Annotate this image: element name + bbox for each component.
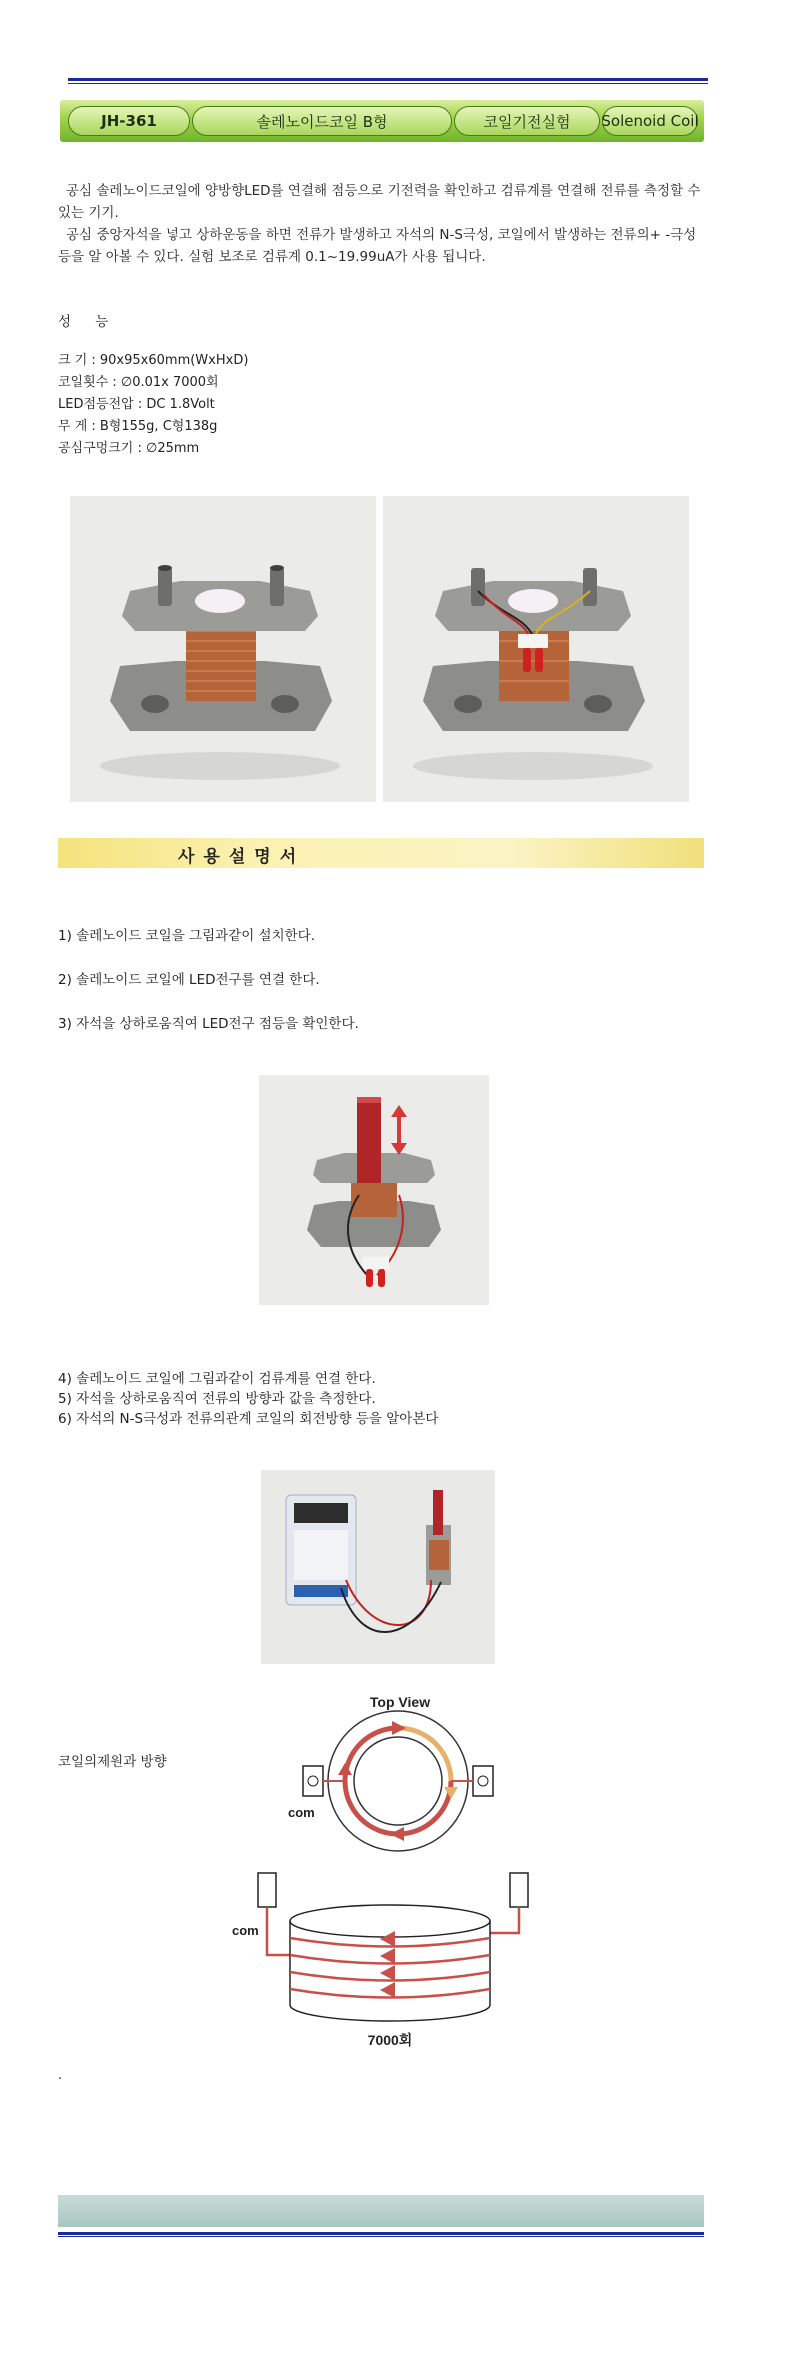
footer-double-rule xyxy=(58,2232,704,2237)
step-3: 3) 자석을 상하로움직여 LED전구 점등을 확인한다. xyxy=(58,1016,359,1032)
step-2: 2) 솔레노이드 코일에 LED전구를 연결 한다. xyxy=(58,972,320,988)
top-view-label: Top View xyxy=(369,1694,431,1710)
turns-label: 7000회 xyxy=(367,2032,413,2048)
side-view-coil xyxy=(258,1873,528,2021)
spec-led-voltage: LED점등전압 : DC 1.8Volt xyxy=(58,397,215,412)
intro-text xyxy=(58,180,708,268)
step-5: 5) 자석을 상하로움직여 전류의 방향과 값을 측정한다. xyxy=(58,1391,376,1407)
manual-title: 사용설명서 xyxy=(178,847,306,867)
galvanometer-setup-photo xyxy=(261,1470,495,1664)
coil-photo xyxy=(70,496,376,802)
intro-line-2: 공심 중앙자석을 넣고 상하운동을 하면 전류가 발생하고 자석의 N-S극성, 코일에서 발생하는 전류의+ -극성 등을 알 아볼 수 있다. 실험 보조로 검류계 0.1~19.99uA가 사용 됩니다. xyxy=(58,227,697,265)
title-banner xyxy=(60,100,704,142)
experiment-category: 코일기전실험 xyxy=(454,106,600,136)
model-number: JH-361 xyxy=(68,106,190,136)
coil-with-led-photo xyxy=(383,496,689,802)
footer-band xyxy=(58,2195,704,2227)
top-double-rule xyxy=(68,78,708,84)
coil-spec-label: 코일의제원과 방향 xyxy=(58,1754,167,1770)
spec-size: 크 기 : 90x95x60mm(WxHxD) xyxy=(58,353,249,368)
product-name: 솔레노이드코일 B형 xyxy=(192,106,452,136)
trailing-dot: . xyxy=(58,2068,63,2083)
english-name: Solenoid Coil xyxy=(602,106,698,136)
intro-line-1: 공심 솔레노이드코일에 양방향LED를 연결해 점등으로 기전력을 확인하고 검류계를 연결해 전류를 측정할 수 있는 기기. xyxy=(58,183,701,221)
step-4: 4) 솔레노이드 코일에 그림과같이 검류계를 연결 한다. xyxy=(58,1371,376,1387)
spec-heading: 성 능 xyxy=(58,314,119,330)
top-view-ring xyxy=(303,1711,493,1851)
spec-hole-size: 공심구멍크기 : ∅25mm xyxy=(58,441,200,456)
magnet-in-coil-photo xyxy=(259,1075,489,1305)
com-side-label: com xyxy=(232,1923,259,1938)
com-top-label: com xyxy=(288,1805,315,1820)
step-1: 1) 솔레노이드 코일을 그림과같이 설치한다. xyxy=(58,928,316,944)
coil-direction-diagram xyxy=(220,1693,540,2053)
spec-weight: 무 게 : B형155g, C형138g xyxy=(58,419,218,434)
manual-banner xyxy=(58,838,704,868)
step-6: 6) 자석의 N-S극성과 전류의관계 코일의 회전방향 등을 알아본다 xyxy=(58,1411,439,1427)
spec-turns: 코일횟수 : ∅0.01x 7000회 xyxy=(58,375,219,390)
spec-list xyxy=(58,350,458,460)
